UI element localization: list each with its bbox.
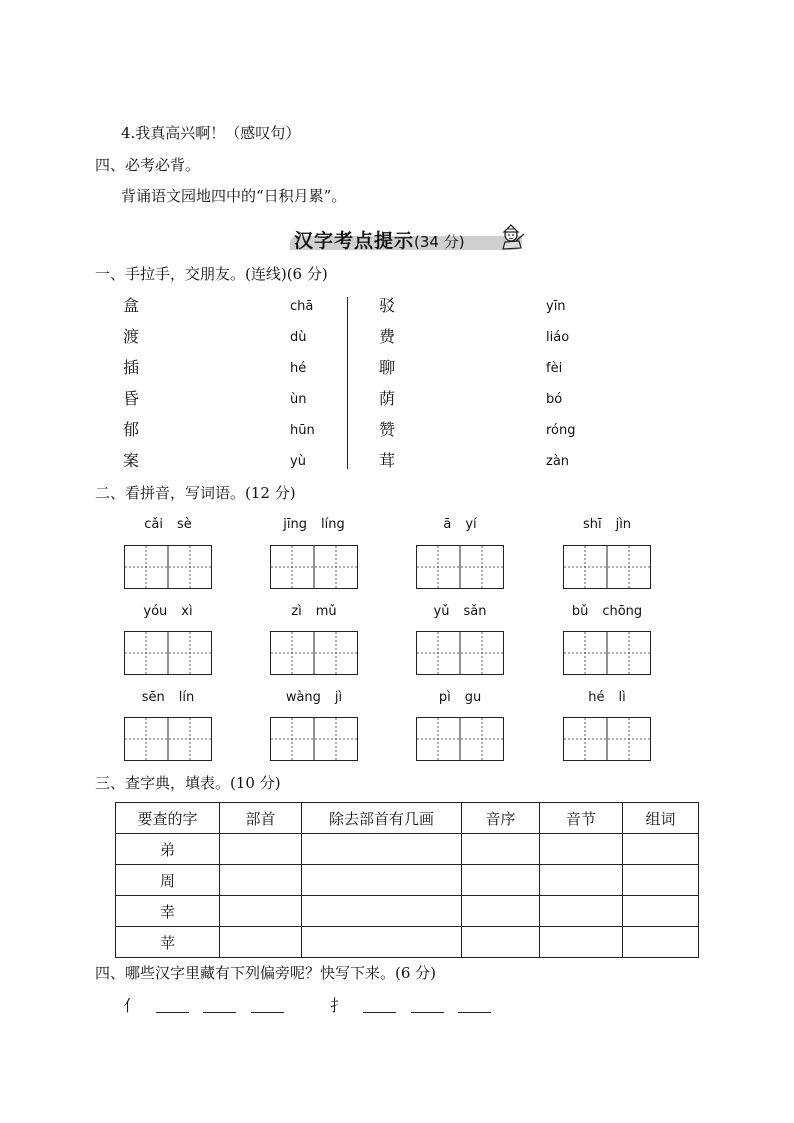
match-pinyin[interactable]: liáo [546, 330, 570, 345]
answer-blank[interactable] [156, 1012, 189, 1013]
item-4-exclamation: 4.我真高兴啊！（感叹句） [121, 124, 301, 142]
pinyin-syllable: cǎi [144, 517, 163, 532]
pinyin-syllable: gu [464, 690, 482, 705]
writing-grid[interactable] [563, 545, 651, 589]
section-4-heading: 四、必考必背。 [95, 156, 201, 174]
radical-cell[interactable] [220, 834, 302, 865]
pinyin-syllable: sè [176, 517, 192, 532]
word-pinyin [124, 689, 212, 707]
writing-grid[interactable] [416, 717, 504, 761]
header-char: 要查的字 [116, 803, 220, 834]
pinyin-syllable: sǎn [463, 604, 487, 619]
strokes-cell[interactable] [302, 896, 462, 927]
match-pinyin[interactable]: yù [290, 454, 306, 469]
q3-heading: 三、查字典，填表。(10 分) [95, 774, 281, 792]
banner-title-text: 汉字考点提示 [294, 230, 415, 252]
pinyin-syllable: bǔ [571, 604, 589, 619]
pinyin-syllable: jìn [615, 517, 632, 532]
answer-blank[interactable] [363, 1012, 396, 1013]
radical-cell[interactable] [220, 927, 302, 958]
match-pinyin[interactable]: chā [290, 299, 314, 314]
section-4-text: 背诵语文园地四中的“日积月累”。 [121, 187, 347, 205]
table-row [116, 896, 699, 927]
initial-cell[interactable] [462, 927, 540, 958]
word-pinyin [270, 603, 358, 621]
match-char[interactable]: 赞 [379, 420, 396, 439]
match-char[interactable]: 茸 [379, 451, 396, 470]
pinyin-syllable: yǔ [433, 604, 450, 619]
match-char[interactable]: 费 [379, 327, 396, 346]
pinyin-syllable: pì [438, 690, 451, 705]
row-char: 周 [116, 865, 220, 896]
column-divider [347, 297, 348, 469]
pinyin-syllable: jīng [283, 517, 307, 532]
match-pinyin[interactable]: bó [546, 392, 563, 407]
mascot-icon [498, 224, 526, 252]
pinyin-syllable: mǔ [315, 604, 337, 619]
table-row [116, 834, 699, 865]
word-pinyin [563, 689, 651, 707]
match-pinyin[interactable]: zàn [546, 454, 570, 469]
pinyin-syllable: jì [334, 690, 343, 705]
q2-heading: 二、看拼音，写词语。(12 分) [95, 484, 296, 502]
match-char[interactable]: 郁 [123, 420, 140, 439]
syllable-cell[interactable] [540, 896, 623, 927]
word-pinyin [270, 516, 358, 534]
banner-title [294, 226, 465, 253]
syllable-cell[interactable] [540, 927, 623, 958]
dictionary-table [115, 802, 699, 958]
match-pinyin[interactable]: dù [290, 330, 307, 345]
match-char[interactable]: 插 [123, 358, 140, 377]
match-char[interactable]: 昏 [123, 389, 140, 408]
pinyin-syllable: zì [291, 604, 302, 619]
word-cell[interactable] [623, 927, 699, 958]
word-pinyin [416, 516, 504, 534]
radical-cell[interactable] [220, 865, 302, 896]
match-pinyin[interactable]: fèi [546, 361, 563, 376]
match-char[interactable]: 渡 [123, 327, 140, 346]
row-char: 弟 [116, 834, 220, 865]
strokes-cell[interactable] [302, 927, 462, 958]
answer-blank[interactable] [251, 1012, 284, 1013]
pinyin-syllable: ā [443, 517, 452, 532]
writing-grid[interactable] [124, 545, 212, 589]
word-cell[interactable] [623, 865, 699, 896]
header-radical: 部首 [220, 803, 302, 834]
pinyin-syllable: yí [465, 517, 477, 532]
pinyin-syllable: wàng [285, 690, 321, 705]
pinyin-syllable: líng [321, 517, 345, 532]
word-pinyin [416, 689, 504, 707]
pinyin-syllable: yóu [143, 604, 168, 619]
writing-grid[interactable] [124, 717, 212, 761]
section-banner [290, 224, 530, 254]
word-cell[interactable] [623, 834, 699, 865]
writing-grid[interactable] [563, 631, 651, 675]
match-pinyin[interactable]: róng [546, 423, 576, 438]
radical-cell[interactable] [220, 896, 302, 927]
pinyin-syllable: hé [588, 690, 605, 705]
writing-grid[interactable] [416, 545, 504, 589]
word-pinyin [124, 603, 212, 621]
word-pinyin [124, 516, 212, 534]
banner-score: (34 分) [414, 233, 465, 251]
writing-grid[interactable] [416, 631, 504, 675]
strokes-cell[interactable] [302, 834, 462, 865]
match-char[interactable]: 案 [123, 451, 140, 470]
match-pinyin[interactable]: ùn [290, 392, 307, 407]
writing-grid[interactable] [270, 631, 358, 675]
initial-cell[interactable] [462, 896, 540, 927]
match-pinyin[interactable]: hé [290, 361, 307, 376]
writing-grid[interactable] [270, 545, 358, 589]
initial-cell[interactable] [462, 834, 540, 865]
q1-heading: 一、手拉手，交朋友。(连线)(6 分) [95, 265, 328, 283]
writing-grid[interactable] [124, 631, 212, 675]
match-char[interactable]: 盒 [123, 296, 140, 315]
syllable-cell[interactable] [540, 834, 623, 865]
writing-grid[interactable] [270, 717, 358, 761]
header-syllable: 音节 [540, 803, 623, 834]
q4-heading: 四、哪些汉字里藏有下列偏旁呢？快写下来。(6 分) [95, 964, 437, 982]
match-char[interactable]: 荫 [379, 389, 396, 408]
match-pinyin[interactable]: hūn [290, 423, 315, 438]
row-char: 苹 [116, 927, 220, 958]
row-char: 幸 [116, 896, 220, 927]
match-char[interactable]: 聊 [379, 358, 396, 377]
word-pinyin [563, 603, 651, 621]
pinyin-syllable: lì [618, 690, 626, 705]
answer-blank[interactable] [203, 1012, 236, 1013]
match-pinyin[interactable]: yīn [546, 299, 566, 314]
word-pinyin [270, 689, 358, 707]
pinyin-syllable: sēn [141, 690, 165, 705]
pinyin-syllable: lín [178, 690, 195, 705]
pinyin-syllable: chōng [602, 604, 643, 619]
word-cell[interactable] [623, 896, 699, 927]
header-initial: 音序 [462, 803, 540, 834]
header-strokes: 除去部首有几画 [302, 803, 462, 834]
radical-person: 亻 [123, 996, 140, 1015]
table-row [116, 865, 699, 896]
answer-blank[interactable] [411, 1012, 444, 1013]
answer-blank[interactable] [458, 1012, 491, 1013]
table-row [116, 927, 699, 958]
word-pinyin [563, 516, 651, 534]
header-word: 组词 [623, 803, 699, 834]
syllable-cell[interactable] [540, 865, 623, 896]
pinyin-syllable: shī [582, 517, 602, 532]
word-pinyin [416, 603, 504, 621]
match-char[interactable]: 驳 [379, 296, 396, 315]
pinyin-syllable: xì [181, 604, 193, 619]
initial-cell[interactable] [462, 865, 540, 896]
writing-grid[interactable] [563, 717, 651, 761]
radical-hand: 扌 [330, 996, 347, 1015]
strokes-cell[interactable] [302, 865, 462, 896]
